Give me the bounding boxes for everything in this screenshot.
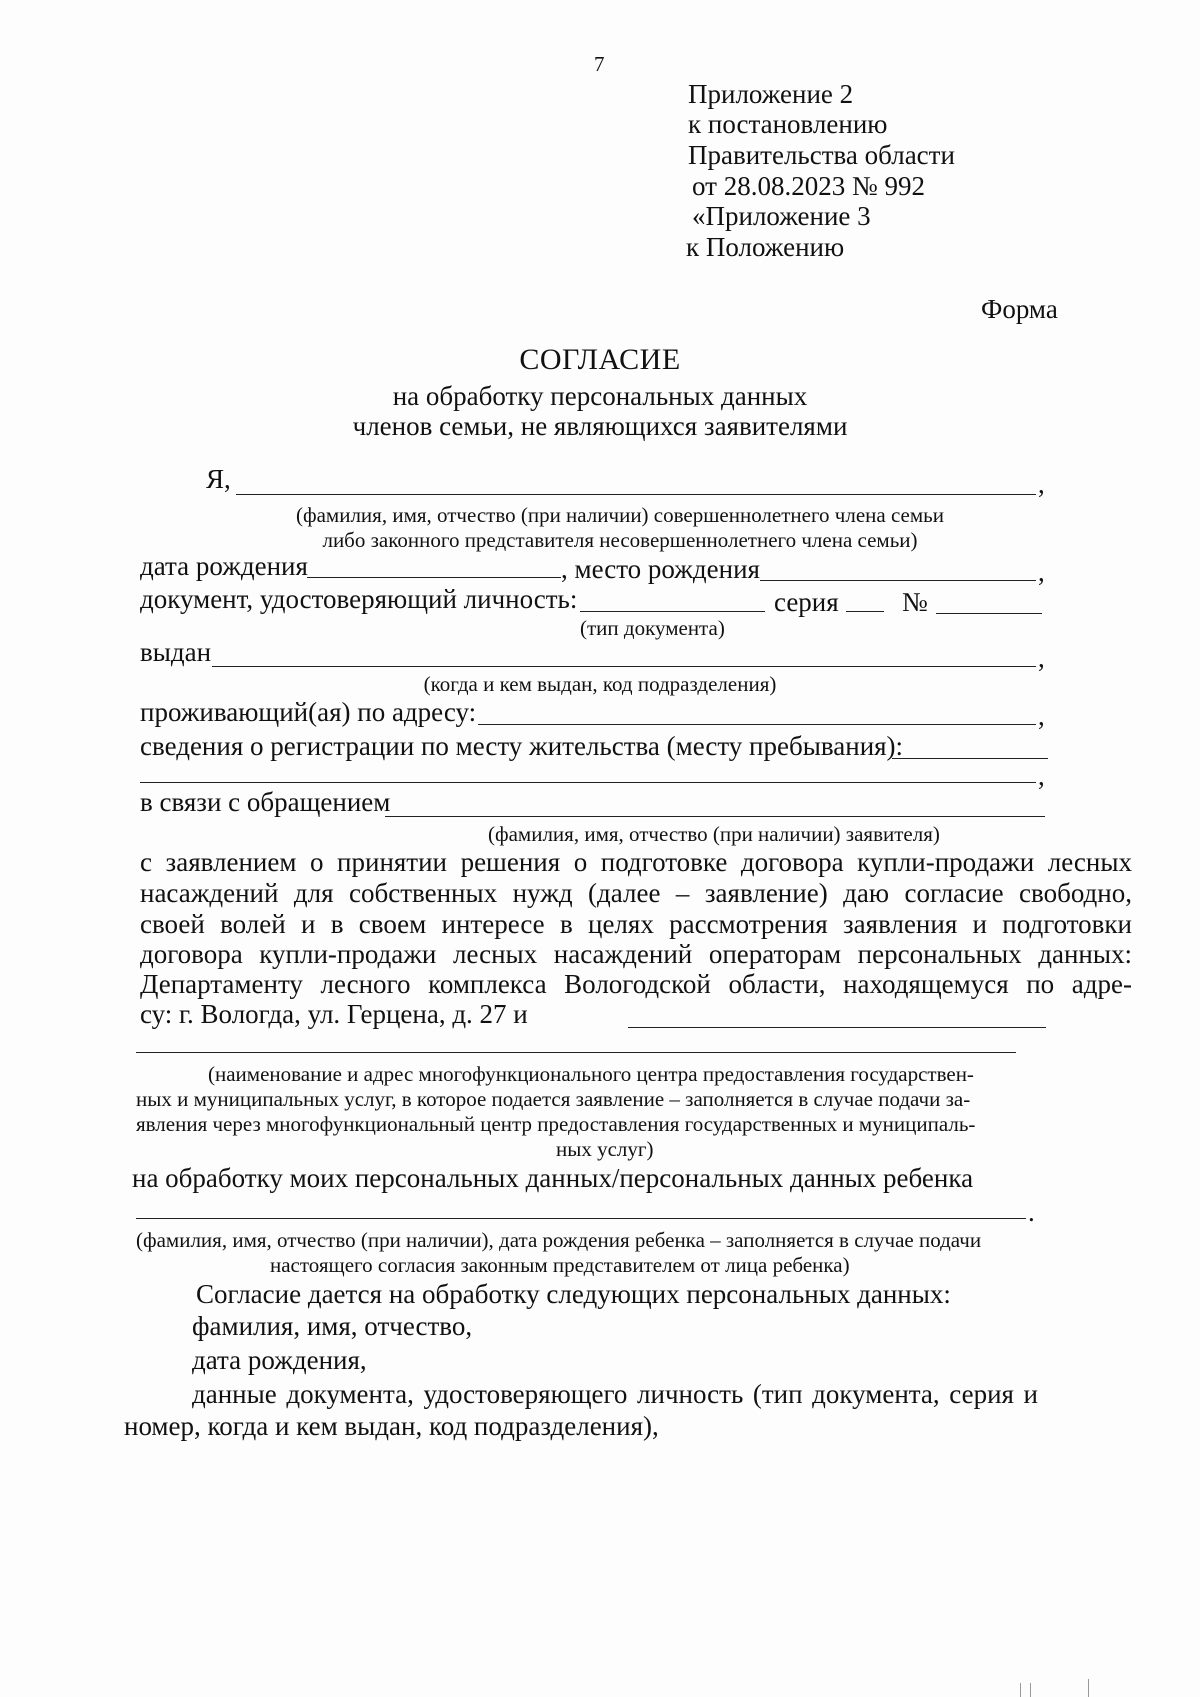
address-field[interactable]: [478, 724, 1036, 725]
applicant-hint: (фамилия, имя, отчество (при наличии) заявителя): [488, 822, 940, 846]
series-label: серия: [774, 587, 839, 617]
doc-data-line: данные документа, удостоверяющего личность (тип документа, серия и: [192, 1379, 1038, 1409]
document-subtitle: на обработку персональных данных: [392, 381, 808, 411]
id-doc-label: документ, удостоверяющий личность:: [140, 584, 578, 614]
appendix-line: Приложение 2: [688, 79, 854, 109]
appendix-line: к Положению: [686, 232, 845, 262]
birth-place-field[interactable]: [760, 580, 1036, 581]
scan-mark: [1088, 1679, 1089, 1697]
data-item: дата рождения,: [192, 1345, 367, 1375]
period: .: [1028, 1197, 1035, 1227]
mfc-hint: явления через многофункциональный центр предоставления государственных и муниципаль-: [136, 1112, 976, 1136]
appendix-line: к постановлению: [688, 109, 888, 139]
comma: ,: [1038, 557, 1045, 587]
processing-line: на обработку моих персональных данных/персональных данных ребенка: [132, 1163, 974, 1193]
document-title: СОГЛАСИЕ: [519, 343, 681, 376]
body-line: насаждений для собственных нужд (далее – заявление) даю согласие свободно,: [140, 878, 1132, 908]
issued-hint: (когда и кем выдан, код подразделения): [423, 672, 777, 696]
series-field[interactable]: [846, 611, 884, 612]
appendix-line: от 28.08.2023 № 992: [692, 171, 925, 201]
birth-date-field[interactable]: [307, 577, 561, 578]
mfc-hint: (наименование и адрес многофункционального центра предоставления государствен-: [208, 1062, 974, 1086]
page-number: 7: [594, 52, 605, 76]
mfc-field[interactable]: [628, 1027, 1046, 1028]
i-label: Я,: [206, 464, 231, 494]
body-line: договора купли-продажи лесных насаждений операторам персональных данных:: [140, 939, 1132, 969]
child-hint: (фамилия, имя, отчество (при наличии), дата рождения ребенка – заполняется в случае подачи: [136, 1228, 982, 1252]
mfc-hint: ных услуг): [556, 1137, 654, 1161]
child-hint: настоящего согласия законным представителем от лица ребенка): [270, 1253, 850, 1277]
issued-field[interactable]: [212, 666, 1036, 667]
mfc-field-2[interactable]: [136, 1052, 1016, 1053]
registration-label: сведения о регистрации по месту жительства (месту пребывания):: [140, 731, 904, 761]
fullname-hint: либо законного представителя несовершеннолетнего члена семьи): [322, 528, 918, 552]
comma: ,: [1038, 761, 1045, 791]
body-line: Департаменту лесного комплекса Вологодской области, находящемуся по адре-: [140, 969, 1132, 999]
address-line: су: г. Вологда, ул. Герцена, д. 27 и: [140, 999, 528, 1029]
registration-field-2[interactable]: [140, 782, 1036, 783]
mfc-hint: ных и муниципальных услуг, в которое подается заявление – заполняется в случае подачи за-: [136, 1087, 971, 1111]
appendix-line: «Приложение 3: [692, 201, 871, 231]
in-connection-label: в связи с обращением: [140, 787, 391, 817]
doc-type-hint: (тип документа): [580, 616, 725, 640]
number-field[interactable]: [936, 613, 1042, 614]
form-label: Форма: [981, 294, 1058, 324]
fullname-hint: (фамилия, имя, отчество (при наличии) совершеннолетнего члена семьи: [296, 503, 944, 527]
birth-date-label: дата рождения: [140, 551, 308, 581]
consent-intro: Согласие дается на обработку следующих персональных данных:: [196, 1279, 951, 1309]
id-doc-type-field[interactable]: [580, 611, 765, 612]
doc-data-line: номер, когда и кем выдан, код подразделения),: [124, 1411, 659, 1441]
issued-label: выдан: [140, 637, 212, 667]
birth-place-label: , место рождения: [561, 554, 760, 584]
scan-mark: [1020, 1683, 1021, 1697]
address-label: проживающий(ая) по адресу:: [140, 697, 477, 727]
scan-mark: [1030, 1683, 1031, 1697]
registration-field[interactable]: [892, 758, 1048, 759]
child-field[interactable]: [136, 1218, 1026, 1219]
number-label: №: [902, 587, 928, 617]
comma: ,: [1038, 643, 1045, 673]
comma: ,: [1038, 469, 1045, 499]
data-item: фамилия, имя, отчество,: [192, 1311, 473, 1341]
appendix-line: Правительства области: [688, 140, 955, 170]
fullname-field[interactable]: [236, 494, 1036, 495]
applicant-field[interactable]: [385, 816, 1045, 817]
body-line: своей волей и в своем интересе в целях рассмотрения заявления и подготовки: [140, 909, 1132, 939]
comma: ,: [1038, 701, 1045, 731]
body-line: с заявлением о принятии решения о подготовке договора купли-продажи лесных: [140, 847, 1132, 877]
document-subtitle: членов семьи, не являющихся заявителями: [352, 411, 848, 441]
